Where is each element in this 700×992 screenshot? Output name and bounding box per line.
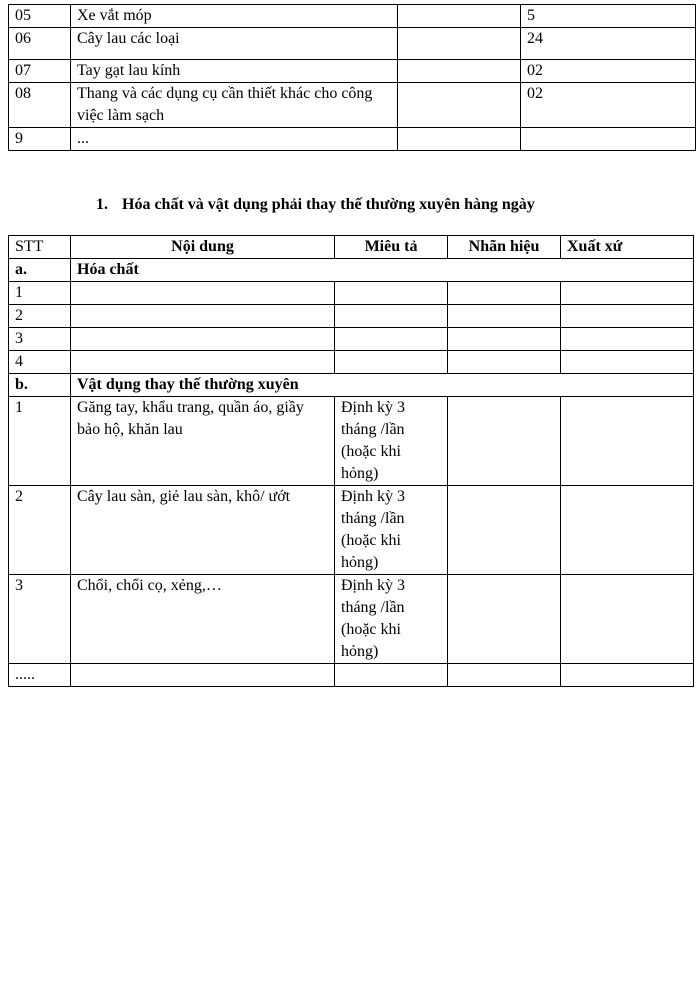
qty-cell: 02 xyxy=(521,83,696,128)
desc-cell xyxy=(398,60,521,83)
stt-cell: 07 xyxy=(9,60,71,83)
stt-cell: 05 xyxy=(9,5,71,28)
content-cell xyxy=(71,328,335,351)
table-row xyxy=(9,486,694,575)
brand-cell xyxy=(448,282,561,305)
header-description: Miêu tả xyxy=(335,236,448,259)
content-cell xyxy=(71,305,335,328)
description-cell xyxy=(335,282,448,305)
section-row-a xyxy=(9,259,694,282)
table-row xyxy=(9,305,694,328)
stt-cell: 3 xyxy=(9,328,71,351)
brand-cell xyxy=(448,575,561,664)
header-stt: STT xyxy=(9,236,71,259)
description-cell: Định kỳ 3 tháng /lần (hoặc khi hỏng) xyxy=(335,486,448,575)
section-row-b xyxy=(9,374,694,397)
table-row xyxy=(9,351,694,374)
name-cell: Tay gạt lau kính xyxy=(71,60,398,83)
qty-cell xyxy=(521,128,696,151)
content-cell xyxy=(71,351,335,374)
table-row xyxy=(9,28,696,60)
content-cell xyxy=(71,282,335,305)
name-cell: Thang và các dụng cụ cần thiết khác cho công việc làm sạch xyxy=(71,83,398,128)
desc-cell xyxy=(398,5,521,28)
content-cell: Chổi, chổi cọ, xẻng,… xyxy=(71,575,335,664)
stt-cell: 08 xyxy=(9,83,71,128)
table-row xyxy=(9,5,696,28)
origin-cell xyxy=(561,328,694,351)
table-row xyxy=(9,575,694,664)
heading-text: Hóa chất và vật dụng phải thay thế thường xuyên hàng ngày xyxy=(122,196,535,213)
table-row xyxy=(9,60,696,83)
header-row xyxy=(9,236,694,259)
brand-cell xyxy=(448,351,561,374)
origin-cell xyxy=(561,486,694,575)
chemicals-supplies-table xyxy=(8,235,694,687)
header-origin: Xuất xứ xyxy=(561,236,694,259)
brand-cell xyxy=(448,305,561,328)
section-label: a. xyxy=(9,259,71,282)
stt-cell: 1 xyxy=(9,397,71,486)
name-cell: Cây lau các loại xyxy=(71,28,398,60)
stt-cell: 1 xyxy=(9,282,71,305)
name-cell: ... xyxy=(71,128,398,151)
origin-cell xyxy=(561,305,694,328)
table-row xyxy=(9,664,694,687)
brand-cell xyxy=(448,486,561,575)
table-row xyxy=(9,128,696,151)
table-row xyxy=(9,83,696,128)
content-cell: Cây lau sàn, giẻ lau sàn, khô/ ướt xyxy=(71,486,335,575)
section-title: Hóa chất xyxy=(71,259,694,282)
section-title: Vật dụng thay thế thường xuyên xyxy=(71,374,694,397)
table-row xyxy=(9,282,694,305)
qty-cell: 5 xyxy=(521,5,696,28)
brand-cell xyxy=(448,397,561,486)
origin-cell xyxy=(561,282,694,305)
description-cell: Định kỳ 3 tháng /lần (hoặc khi hỏng) xyxy=(335,397,448,486)
stt-cell: ..... xyxy=(9,664,71,687)
desc-cell xyxy=(398,83,521,128)
section-label: b. xyxy=(9,374,71,397)
stt-cell: 2 xyxy=(9,486,71,575)
desc-cell xyxy=(398,28,521,60)
origin-cell xyxy=(561,351,694,374)
heading-number: 1. xyxy=(96,196,108,213)
stt-cell: 06 xyxy=(9,28,71,60)
equipment-table xyxy=(8,4,696,151)
header-content: Nội dung xyxy=(71,236,335,259)
stt-cell: 3 xyxy=(9,575,71,664)
qty-cell: 24 xyxy=(521,28,696,60)
description-cell: Định kỳ 3 tháng /lần (hoặc khi hỏng) xyxy=(335,575,448,664)
stt-cell: 9 xyxy=(9,128,71,151)
content-cell xyxy=(71,664,335,687)
name-cell: Xe vắt móp xyxy=(71,5,398,28)
table-row xyxy=(9,328,694,351)
description-cell xyxy=(335,351,448,374)
qty-cell: 02 xyxy=(521,60,696,83)
description-cell xyxy=(335,305,448,328)
origin-cell xyxy=(561,664,694,687)
section-heading xyxy=(96,194,535,216)
content-cell: Găng tay, khẩu trang, quần áo, giầy bảo hộ, khăn lau xyxy=(71,397,335,486)
description-cell xyxy=(335,664,448,687)
origin-cell xyxy=(561,397,694,486)
brand-cell xyxy=(448,664,561,687)
origin-cell xyxy=(561,575,694,664)
brand-cell xyxy=(448,328,561,351)
desc-cell xyxy=(398,128,521,151)
header-brand: Nhãn hiệu xyxy=(448,236,561,259)
table-row xyxy=(9,397,694,486)
stt-cell: 4 xyxy=(9,351,71,374)
stt-cell: 2 xyxy=(9,305,71,328)
description-cell xyxy=(335,328,448,351)
